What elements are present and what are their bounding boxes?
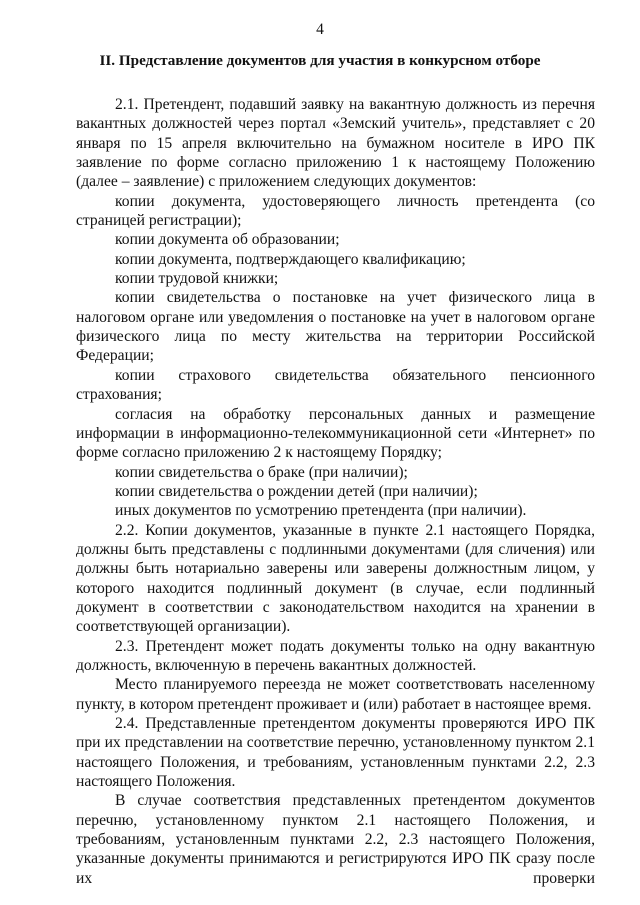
list-item-other-documents: иных документов по усмотрению претендента (при наличии). — [115, 502, 527, 520]
page-number: 4 — [316, 21, 324, 38]
list-item-marriage-certificate: копии свидетельства о браке (при наличии); — [115, 463, 408, 481]
list-item-qualification-document: копии документа, подтверждающего квалификацию; — [115, 250, 466, 268]
list-item-personal-data-consent: согласия на обработку персональных данных и размещение информации в информационно-телекоммуникационной сети «Интернет» по форме согласно приложению 2 к настоящему Порядку; — [76, 405, 595, 462]
paragraph-2-2: 2.2. Копии документов, указанные в пункте 2.1 настоящего Порядка, должны быть представлены с подлинными документами (для сличения) или должны быть нотариально заверены или заверены должностным лицом, у которого находится подлинный документ (в случае, если подлинный документ в соответствии с законодательством находится на хранении в соответствующей организации). — [76, 521, 595, 636]
paragraph-2-3: 2.3. Претендент может подать документы только на одну вакантную должность, включенную в перечень вакантных должностей. — [76, 637, 595, 674]
list-item-education-document: копии документа об образовании; — [115, 231, 340, 249]
paragraph-2-1: 2.1. Претендент, подавший заявку на вакантную должность из перечня вакантных должностей через портал «Земский учитель», представляет с 20 января по 15 апреля включительно на бумажном носителе в ИРО ПК заявление по форме согласно приложению 1 к настоящему Положению (далее – заявление) с приложением следующих документов: — [76, 96, 595, 191]
list-item-employment-record: копии трудовой книжки; — [115, 270, 279, 288]
list-item-tax-registration: копии свидетельства о постановке на учет физического лица в налоговом органе или уведомления о постановке на учет в налоговом органе физического лица по месту жительства на территории Российской Федерации; — [76, 289, 595, 365]
list-item-pension-insurance: копии страхового свидетельства обязательного пенсионного страхования; — [76, 366, 595, 404]
section-heading: II. Представление документов для участия в конкурсном отборе — [99, 52, 541, 69]
paragraph-2-4: 2.4. Представленные претендентом документы проверяются ИРО ПК при их представлении на соответствие перечню, установленному пунктом 2.1 настоящего Положения, и требованиям, установленным пунктами 2.2, 2.3 настоящего Положения. — [76, 715, 595, 791]
document-body — [76, 95, 595, 888]
list-item-identity-document: копии документа, удостоверяющего личность претендента (со страницей регистрации); — [76, 192, 595, 230]
paragraph-compliance: В случае соответствия представленных претендентом документов перечню, установленному пунктом 2.1 настоящего Положения, и требованиям, установленным пунктами 2.2, 2.3 настоящего Положения, указанные документы принимаются и регистрируются ИРО ПК сразу после их проверки — [76, 792, 595, 887]
list-item-children-birth-certificates: копии свидетельства о рождении детей (при наличии); — [115, 482, 478, 500]
paragraph-relocation: Место планируемого переезда не может соответствовать населенному пункту, в котором претендент проживает и (или) работает в настоящее время. — [76, 676, 595, 713]
